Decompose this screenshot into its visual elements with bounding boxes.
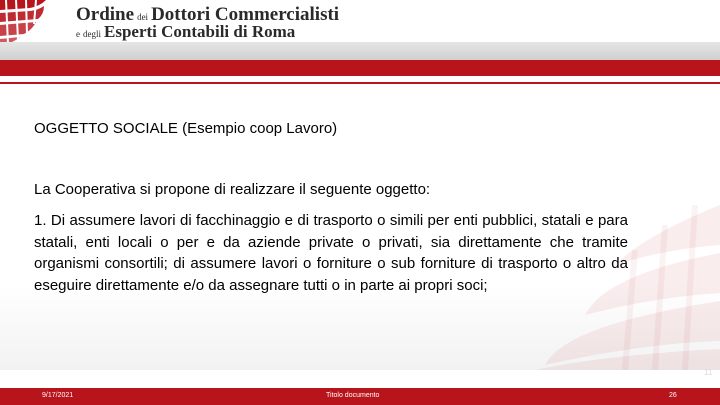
org-words-dottori: Dottori Commercialisti [151, 4, 340, 25]
org-words-esperti: Esperti Contabili di Roma [104, 22, 296, 41]
slide-body-text: 1. Di assumere lavori di facchinaggio e di trasporto o simili per enti pubblici, statali e para statali, enti locali o per e da aziende private o privati, sia direttamente che tramite organismi consortili; di assumere lavori o forniture o sub forniture di trasporto o altro da eseguire direttamente e/o da assegnare tutti o in parte ai propri soci; [34, 212, 628, 294]
slide-title: OGGETTO SOCIALE (Esempio coop Lavoro) [34, 120, 338, 137]
organization-name-line2 [76, 22, 295, 42]
footer-page-number: 26 [669, 392, 677, 399]
footer-document-title: Titolo documento [326, 392, 380, 399]
globe-grid-logo-icon [0, 0, 50, 44]
faint-slide-number: 11 [704, 368, 713, 377]
org-word-e: e [76, 29, 80, 39]
slide-header [0, 0, 720, 44]
footer-date: 9/17/2021 [42, 392, 74, 399]
slide-intro-text: La Cooperativa si propone di realizzare il seguente oggetto: [34, 181, 431, 198]
slide-footer [0, 388, 720, 405]
org-word-degli: degli [83, 29, 101, 39]
header-red-band [0, 60, 720, 76]
org-word-dei: dei [137, 12, 149, 22]
org-word-ordine: Ordine [76, 4, 135, 25]
header-gray-band [0, 42, 720, 60]
